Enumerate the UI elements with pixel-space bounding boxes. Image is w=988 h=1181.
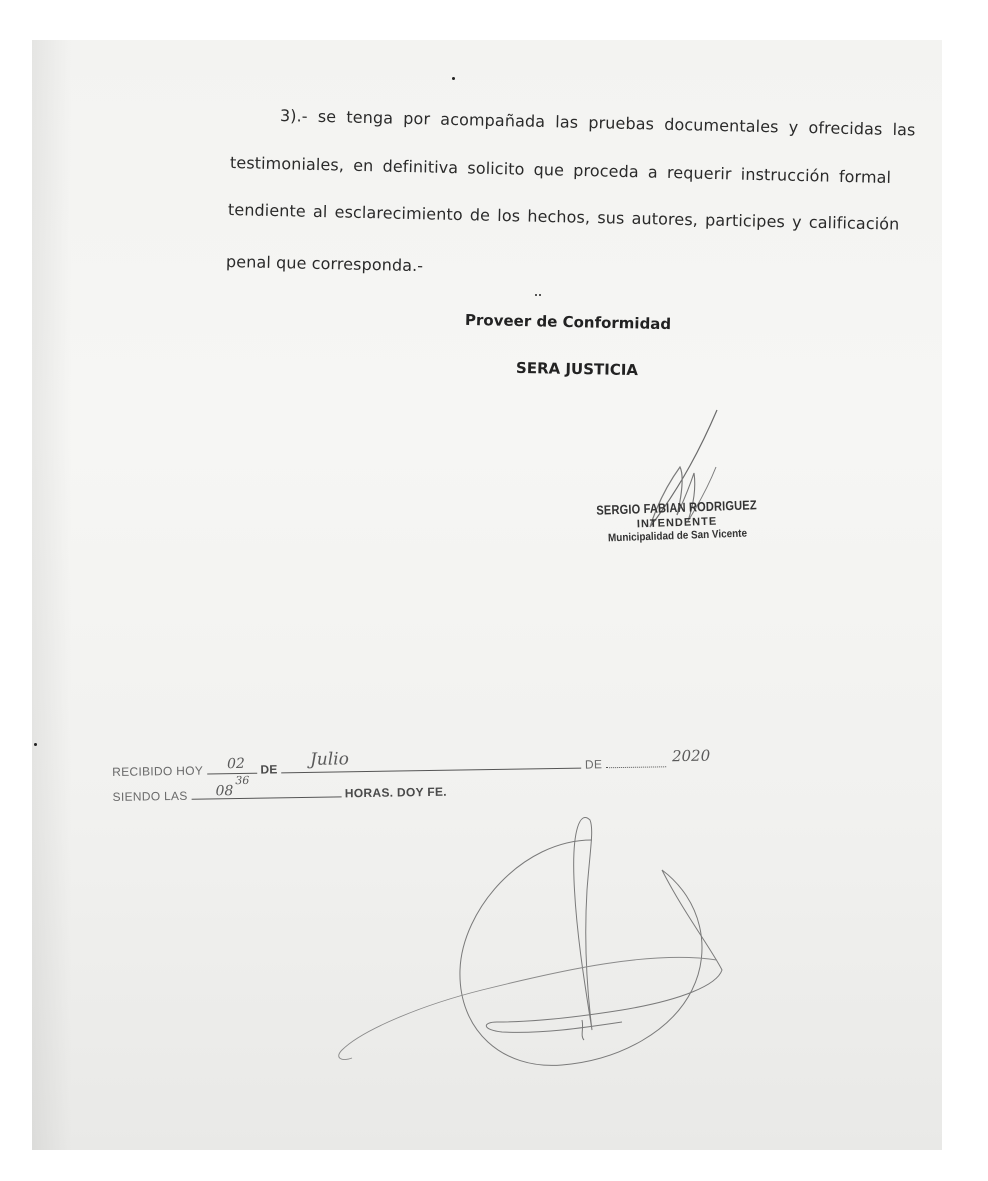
handwritten-month: Julio	[309, 749, 350, 770]
document-page	[32, 40, 942, 1150]
year-field	[606, 766, 666, 768]
page-shadow	[32, 40, 72, 1150]
dust-speck	[34, 743, 37, 746]
dust-speck	[452, 77, 455, 80]
handwritten-year: 2020	[671, 746, 711, 766]
body-line: testimoniales, en definitiva solicito que proceda a requerir instrucción formal	[229, 153, 892, 187]
closing-line-1: Proveer de Conformidad	[464, 310, 672, 334]
official-stamp	[556, 496, 797, 546]
body-line: tendiente al esclarecimiento de los hechos, sus autores, participes y calificación	[227, 200, 900, 234]
stamp-organization: Municipalidad de San Vicente	[607, 527, 748, 545]
dust-speck	[539, 294, 541, 296]
handwritten-hour: 08	[215, 783, 234, 800]
stamp-name: SERGIO FABIAN RODRIGUEZ	[596, 497, 757, 518]
body-line: penal que corresponda.-	[225, 252, 424, 276]
closing-line-2: SERA JUSTICIA	[515, 358, 639, 380]
receipt-line-1	[112, 756, 666, 779]
de-year-label: DE	[584, 757, 603, 772]
handwritten-day: 02	[226, 755, 246, 773]
recibido-label: RECIBIDO HOY	[112, 763, 204, 779]
handwritten-minutes: 36	[235, 773, 250, 788]
de-label: DE	[260, 762, 278, 777]
dust-speck	[535, 294, 537, 296]
stamp-title: INTENDENTE	[636, 515, 718, 531]
receipt-signature	[322, 800, 742, 1100]
siendo-label: SIENDO LAS	[112, 788, 188, 804]
horas-label: HORAS. DOY FE.	[344, 784, 447, 801]
day-field	[207, 773, 257, 775]
hour-field	[191, 796, 341, 799]
body-line: 3).- se tenga por acompañada las pruebas documentales y ofrecidas las	[279, 106, 916, 140]
